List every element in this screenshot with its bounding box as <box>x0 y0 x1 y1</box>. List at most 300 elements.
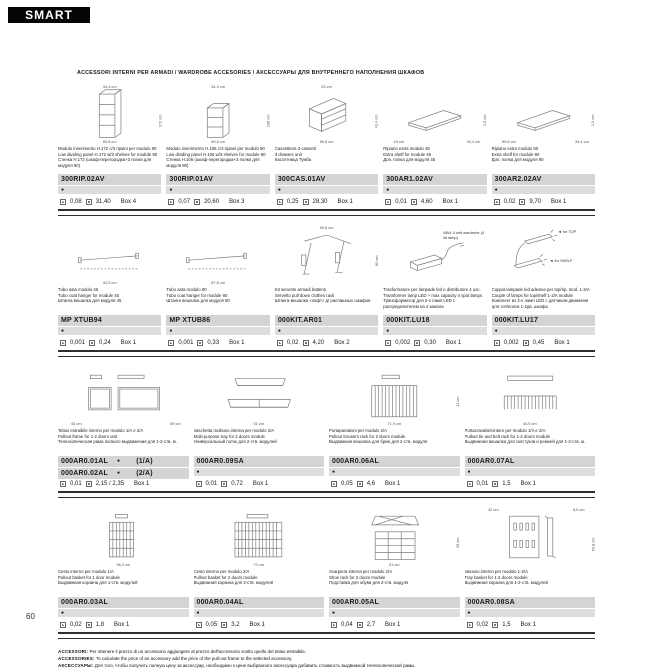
product-drawing <box>492 84 595 144</box>
code-bands <box>58 597 189 619</box>
description-it: Modulo inserimento H.106 c/3 ripiani per modulo 90 <box>166 146 265 151</box>
drawing-note: MAX 4 unit wardrobe (4 kit lamp) <box>443 230 485 240</box>
product-description <box>275 146 378 173</box>
technical-drawing <box>194 370 325 422</box>
weight-icon <box>303 199 309 205</box>
dimension-label: 172 cm <box>156 114 162 127</box>
weight-value: 0,33 <box>207 340 220 346</box>
product-cell <box>492 84 595 208</box>
box-count: Box 1 <box>554 340 570 346</box>
dimension-label: 2,5 cm <box>482 114 488 126</box>
product-cell <box>58 84 161 208</box>
product-description <box>383 146 486 173</box>
dimension-label: 34,4 cm <box>466 139 481 144</box>
price-row <box>194 619 325 631</box>
product-description <box>58 428 189 455</box>
description-it: Tubo asta modulo 45 <box>58 287 99 292</box>
description-ru: Выдвижная корзина для 1-2-ств. модулей <box>464 580 548 586</box>
description-en: Tubo coat hanger for module 45 <box>58 292 119 298</box>
volume-value: 0,25 <box>286 199 299 205</box>
finish-band: ● <box>58 186 161 194</box>
code-band <box>194 597 325 608</box>
volume-icon <box>467 481 473 487</box>
price-row <box>166 196 269 208</box>
code-bands <box>383 315 486 337</box>
volume-value: 0,01 <box>395 199 407 205</box>
weight-value: 1,5 <box>502 481 511 487</box>
description-it: Portacravatte/cinture per modulo 1/A e 2/A <box>464 428 546 433</box>
product-drawing <box>492 225 595 285</box>
footer-note-line: ACCESSORI: Per ottenere il prezzo di un accessorio aggiungere al prezzo dell'accessorio scelto quello del telaio estraibile. <box>58 649 306 654</box>
box-count: Box 1 <box>442 199 458 205</box>
product-cell <box>194 507 325 631</box>
finish-band: ● <box>492 186 595 194</box>
code-band <box>194 456 325 467</box>
volume-icon <box>385 199 391 205</box>
volume-icon <box>168 199 174 205</box>
product-code: 000AR0.09SA <box>196 458 244 465</box>
weight-icon <box>357 481 363 487</box>
code-band <box>329 597 460 608</box>
weight-value: 0,45 <box>532 340 545 346</box>
code-bands <box>194 597 325 619</box>
weight-icon <box>414 340 420 346</box>
box-count: Box 1 <box>249 622 265 628</box>
finish-band: ● <box>492 327 595 335</box>
description-ru: Выдвижная корзина для 1-ств. модулей <box>58 580 138 586</box>
weight-icon <box>303 340 309 346</box>
dimension-label: 87,8 cm <box>211 280 226 285</box>
code-band <box>166 174 269 185</box>
description-it: Cassettiera 3 cassetti <box>274 146 316 151</box>
page-number: 60 <box>26 612 35 621</box>
description-ru: Трансформатор для 2-х ламп LED с распределителем на 4 канала <box>383 298 456 309</box>
finish-band: ● <box>166 186 269 194</box>
volume-value: 0,07 <box>178 199 191 205</box>
description-it: Vaschetta multiuso interna per modulo 2/A <box>193 428 275 433</box>
finish-band: ● <box>465 609 596 617</box>
price-row <box>383 337 486 349</box>
finish-band: ● <box>329 468 460 476</box>
description-en: Tray basket for 1-2 doors module <box>464 574 528 580</box>
product-cell <box>383 84 486 208</box>
weight-icon <box>357 622 363 628</box>
product-description <box>329 428 460 455</box>
volume-icon <box>60 481 66 487</box>
weight-icon <box>86 481 92 487</box>
product-code: 300RIP.01AV <box>169 176 213 183</box>
product-code: 300RIP.02AV <box>61 176 105 183</box>
code-band <box>383 174 486 185</box>
dimension-label: 34,4 cm <box>574 139 589 144</box>
finish-band: ● <box>166 327 269 335</box>
code-bands <box>275 174 378 196</box>
volume-icon <box>196 481 202 487</box>
description-it: Vassoio interno per modulo 1-2/A <box>464 569 528 574</box>
code-band <box>383 315 486 326</box>
technical-drawing <box>465 511 596 563</box>
product-drawing <box>275 225 378 285</box>
box-count: Box 1 <box>551 199 567 205</box>
volume-value: 0,02 <box>476 622 489 628</box>
description-it: Trasformatore per lampade led e distributore 4 usc. <box>383 287 481 292</box>
dimension-label: 8,5 cm <box>572 507 585 512</box>
volume-value: 0,05 <box>341 481 353 487</box>
dimension-label: 89,8 cm <box>319 139 334 144</box>
description-it: Modulo inserimento H.172 c/3 ripiani per modulo 90 <box>58 146 157 151</box>
description-en: Multi-purpose tray for 2 doors module <box>193 433 265 439</box>
code-band <box>329 456 460 467</box>
volume-value: 0,01 <box>476 481 489 487</box>
product-drawing <box>58 366 189 426</box>
price-row <box>329 478 460 490</box>
box-count: Box 4 <box>120 199 137 205</box>
dimension-label: 2,5 cm <box>590 114 596 126</box>
description-en: Low dividing panel H.172 w/3 shelves for module 90 <box>58 151 158 157</box>
volume-icon <box>494 340 500 346</box>
box-count: Box 1 <box>337 199 353 205</box>
weight-value: 3,2 <box>231 622 240 628</box>
product-row <box>58 84 595 208</box>
price-row <box>383 196 486 208</box>
code-bands <box>58 174 161 196</box>
description-it: Scarpiera interna per modulo 2/A <box>329 569 393 574</box>
price-row <box>465 478 596 490</box>
code-bands <box>166 174 269 196</box>
weight-icon <box>89 340 95 346</box>
product-code: 000KIT.LU17 <box>494 317 539 324</box>
product-cell <box>329 507 460 631</box>
technical-drawing <box>465 370 596 422</box>
row-separator <box>58 350 595 357</box>
volume-icon <box>494 199 500 205</box>
description-en: Pullout tie and belt rack for 1-2 doors module <box>464 433 551 439</box>
code-bands <box>329 597 460 619</box>
description-ru: Подставка для обуви для 2-ств. модуля <box>329 580 409 586</box>
description-ru: Стенка Н.172 (шкаф-перегородка+3 полки для модуля 90) <box>58 157 152 168</box>
weight-value: 4,60 <box>420 199 433 205</box>
price-row <box>58 478 189 490</box>
product-code: 000AR0.04AL <box>196 599 244 606</box>
product-description <box>58 146 161 173</box>
product-cell <box>275 84 378 208</box>
description-ru: Штанга-вешалка «лифт» д/ распашных шкафов <box>274 298 371 304</box>
product-description <box>465 428 596 455</box>
box-count: Box 3 <box>229 199 245 205</box>
footer-notes <box>58 648 595 670</box>
technical-drawing <box>58 370 189 422</box>
weight-icon <box>221 481 227 487</box>
box-count: Box 1 <box>114 622 130 628</box>
weight-icon <box>492 622 498 628</box>
product-code: 300AR1.02AV <box>386 176 434 183</box>
description-en: Tubo coat hanger for module 90 <box>166 292 228 298</box>
description-it: Cesto interno per modulo 2/A <box>193 569 250 574</box>
weight-icon <box>523 340 529 346</box>
price-row <box>465 619 596 631</box>
product-drawing <box>166 225 269 285</box>
technical-drawing <box>275 88 378 140</box>
dimension-label: 43 cm <box>321 84 332 89</box>
code-band <box>492 174 595 185</box>
box-count: Box 1 <box>120 340 137 346</box>
dimension-label: 51 cm <box>253 421 265 426</box>
dimension-label: 44 cm <box>71 421 82 426</box>
product-row <box>58 366 595 490</box>
weight-icon <box>492 481 498 487</box>
product-cell <box>465 507 596 631</box>
volume-value: 0,001 <box>70 340 86 346</box>
row-separator <box>58 209 595 216</box>
description-ru: Кассетница Тумба <box>274 157 312 163</box>
product-drawing <box>383 84 486 144</box>
volume-value: 0,002 <box>395 340 411 346</box>
technical-drawing <box>492 88 595 140</box>
price-row <box>58 196 161 208</box>
weight-value: 0,72 <box>231 481 243 487</box>
dimension-label: 29 cm <box>455 537 460 548</box>
section-title: ACCESSORI INTERNI PER ARMADI / WARDROBE ACCESORIES / АКСЕССУАРЫ ДЛЯ ВНУТРЕННЕГО НАПОЛНЕНИЯ ШКАФОВ <box>77 70 425 76</box>
product-code: 300CAS.01AV <box>277 176 326 183</box>
box-count: Box 1 <box>445 340 462 346</box>
description-ru: Телескопическая рама полного выдвижения для 1-2-ств. м. <box>58 439 177 445</box>
product-description <box>275 287 378 314</box>
footer-note-label: ACCESSORI: <box>58 649 89 654</box>
dimension-label: 89,8 cm <box>102 139 117 144</box>
volume-icon <box>277 340 283 346</box>
description-ru: Комплект из 2-х ламп LED с датчиком движения для топ/полок 1-2дв. шкафа <box>491 298 589 309</box>
volume-value: 0,02 <box>503 199 516 205</box>
product-cell <box>465 366 596 490</box>
weight-value: 4,6 <box>366 481 376 487</box>
price-row <box>275 337 378 349</box>
description-en: Couple of lamps for top/shelf 1-2/A module <box>491 292 573 298</box>
description-en: Shoe rack for 2 doors module <box>329 574 386 580</box>
footer-note-line: АКСЕССУАРЫ: Для того, чтобы получить полную цену за аксессуар, необходимо к цене выбранного аксессуара добавить стоимость выдвижной телескопической рамы. <box>58 663 416 669</box>
product-cell <box>58 366 189 490</box>
product-code: 000KIT.LU18 <box>386 317 430 324</box>
dimension-label: 41,4 cm <box>373 114 379 128</box>
description-ru: Доп. полка для модуля 45 <box>383 157 436 163</box>
finish-band: ● <box>383 186 486 194</box>
code-bands <box>465 456 596 478</box>
product-row <box>58 507 595 631</box>
product-drawing <box>58 507 189 567</box>
code-bands <box>492 174 595 196</box>
finish-band: ● <box>465 468 596 476</box>
product-cell <box>329 366 460 490</box>
description-en: Pullout frame for 1-2 doors unit <box>58 433 117 439</box>
code-band <box>58 456 189 467</box>
finish-band: ● <box>329 609 460 617</box>
product-code: MP XTUB86 <box>169 317 211 324</box>
weight-value: 4,20 <box>312 340 325 346</box>
product-drawing <box>275 84 378 144</box>
dimension-label: 73 cm <box>253 562 265 567</box>
row-separator <box>58 632 595 639</box>
product-row <box>58 225 595 349</box>
product-description <box>383 287 486 314</box>
code-bands <box>194 456 325 478</box>
code-band <box>58 315 161 326</box>
volume-value: 0,02 <box>70 622 82 628</box>
drawing-note: ◄ for SHELF <box>549 257 573 263</box>
price-row <box>329 619 460 631</box>
product-drawing <box>465 507 596 567</box>
code-bands <box>383 174 486 196</box>
volume-icon <box>60 622 66 628</box>
code-bands <box>492 315 595 337</box>
dimension-label: 85 cm <box>373 255 379 266</box>
product-description <box>58 569 189 596</box>
finish-band: ● <box>58 609 189 617</box>
weight-value: 31,40 <box>95 199 111 205</box>
code-band <box>275 174 378 185</box>
product-code: 000AR0.08SA <box>467 599 515 606</box>
finish-band: ● <box>194 468 325 476</box>
dimension-label: 44,9 cm <box>522 421 537 426</box>
product-code: 000AR0.05AL <box>332 599 379 606</box>
product-code: 000AR0.01AL <box>61 458 108 465</box>
finish-band: ● <box>275 186 378 194</box>
row-separator <box>58 491 595 498</box>
finish-band: ● <box>275 327 378 335</box>
product-cell <box>492 225 595 349</box>
description-en: Extra shelf for module 90 <box>491 151 540 157</box>
technical-drawing <box>194 511 325 563</box>
technical-drawing <box>166 229 269 281</box>
product-code: MP XTUB94 <box>61 317 102 324</box>
weight-value: 0,30 <box>424 340 436 346</box>
price-row <box>58 619 189 631</box>
weight-value: 28,30 <box>312 199 328 205</box>
weight-icon <box>519 199 525 205</box>
price-row <box>492 196 595 208</box>
box-count: Box 1 <box>229 340 245 346</box>
product-cell <box>383 225 486 349</box>
weight-value: 20,60 <box>204 199 220 205</box>
description-en: Pullout basket for 1 door module <box>58 574 120 580</box>
box-count: Box 1 <box>252 481 269 487</box>
weight-value: 2,15 / 2,35 <box>95 481 125 487</box>
technical-drawing <box>58 229 161 281</box>
description-en: Pullout basket for 2 doors module <box>193 574 258 580</box>
product-grid <box>58 84 595 639</box>
technical-drawing <box>329 370 460 422</box>
technical-drawing <box>329 511 460 563</box>
dimension-label: 89 cm <box>170 421 181 426</box>
code-bands <box>58 315 161 337</box>
volume-icon <box>60 199 66 205</box>
volume-icon <box>467 622 473 628</box>
product-cell <box>166 84 269 208</box>
box-count: Box 1 <box>520 622 536 628</box>
code-bands <box>329 456 460 478</box>
product-cell <box>194 366 325 490</box>
footer-note-label: АКСЕССУАРЫ: <box>58 663 94 669</box>
volume-value: 0,04 <box>341 622 353 628</box>
dimension-label: 34,4 cm <box>102 84 117 89</box>
code-band <box>166 315 269 326</box>
variant-label: (2/A) <box>136 470 153 477</box>
product-drawing <box>465 366 596 426</box>
weight-value: 9,70 <box>529 199 541 205</box>
description-ru: Стенка Н.106 (шкаф-перегородка+3 полки для модуля 90) <box>166 157 260 168</box>
box-count: Box 1 <box>385 481 401 487</box>
product-drawing <box>329 507 460 567</box>
product-description <box>166 287 269 314</box>
dimension-label: 44 cm <box>393 139 405 144</box>
description-en: Pullout trousers rack for 2 doors module <box>329 433 406 439</box>
technical-drawing <box>58 511 189 563</box>
description-it: Tubo asta modulo 90 <box>166 287 207 292</box>
description-en: Low dividing panel H.106 w/3 shelves for module 90 <box>166 151 266 157</box>
code-band <box>58 174 161 185</box>
product-code: 000KIT.AR01 <box>277 317 323 324</box>
product-description <box>329 569 460 596</box>
description-ru: Выдвижная корзина для 2-ств. модулей <box>193 580 274 586</box>
description-en: Transformer lamp LED + max capacity 4 spot lamps <box>383 292 483 298</box>
technical-drawing <box>166 88 269 140</box>
weight-icon <box>221 622 227 628</box>
dimension-label: 51 cm <box>388 562 400 567</box>
volume-icon <box>331 622 337 628</box>
finish-band: ● <box>58 327 161 335</box>
dimension-label: 89,8 cm <box>501 139 516 144</box>
weight-value: 2,7 <box>366 622 376 628</box>
product-drawing <box>58 225 161 285</box>
volume-icon <box>277 199 283 205</box>
code-band <box>58 597 189 608</box>
footer-note-line: ACCESSORIES: To calculate the price of an accessory add the price of the pull-out frame to the selected accessory. <box>58 656 293 662</box>
dimension-label: 11 cm <box>455 396 460 407</box>
volume-icon <box>60 340 66 346</box>
finish-dot: ● <box>116 470 121 476</box>
product-description <box>166 146 269 173</box>
volume-icon <box>196 622 202 628</box>
product-drawing <box>194 507 325 567</box>
weight-value: 1,8 <box>95 622 105 628</box>
code-band <box>465 456 596 467</box>
volume-icon <box>385 340 391 346</box>
footer-note-label: ACCESSORIES: <box>58 656 95 662</box>
technical-drawing <box>492 229 595 281</box>
code-bands <box>465 597 596 619</box>
price-row <box>194 478 325 490</box>
volume-value: 0,05 <box>205 622 218 628</box>
description-en: Servetto pull down clothes rack <box>274 292 335 298</box>
dimension-label: 106 cm <box>265 114 271 127</box>
product-drawing <box>383 225 486 285</box>
product-cell <box>58 507 189 631</box>
volume-value: 0,001 <box>178 340 194 346</box>
description-ru: Доп. полка для модуля 90 <box>491 157 544 163</box>
product-description <box>194 569 325 596</box>
description-it: Cesto interno per modulo 1/A <box>58 569 114 574</box>
weight-icon <box>86 199 92 205</box>
technical-drawing <box>58 88 161 140</box>
price-row <box>492 337 595 349</box>
product-description <box>492 146 595 173</box>
weight-icon <box>411 199 417 205</box>
price-row <box>275 196 378 208</box>
volume-icon <box>331 481 337 487</box>
code-bands <box>275 315 378 337</box>
technical-drawing <box>275 229 378 281</box>
finish-dot: ● <box>116 458 121 464</box>
volume-value: 0,01 <box>70 481 82 487</box>
weight-value: 1,5 <box>502 622 511 628</box>
